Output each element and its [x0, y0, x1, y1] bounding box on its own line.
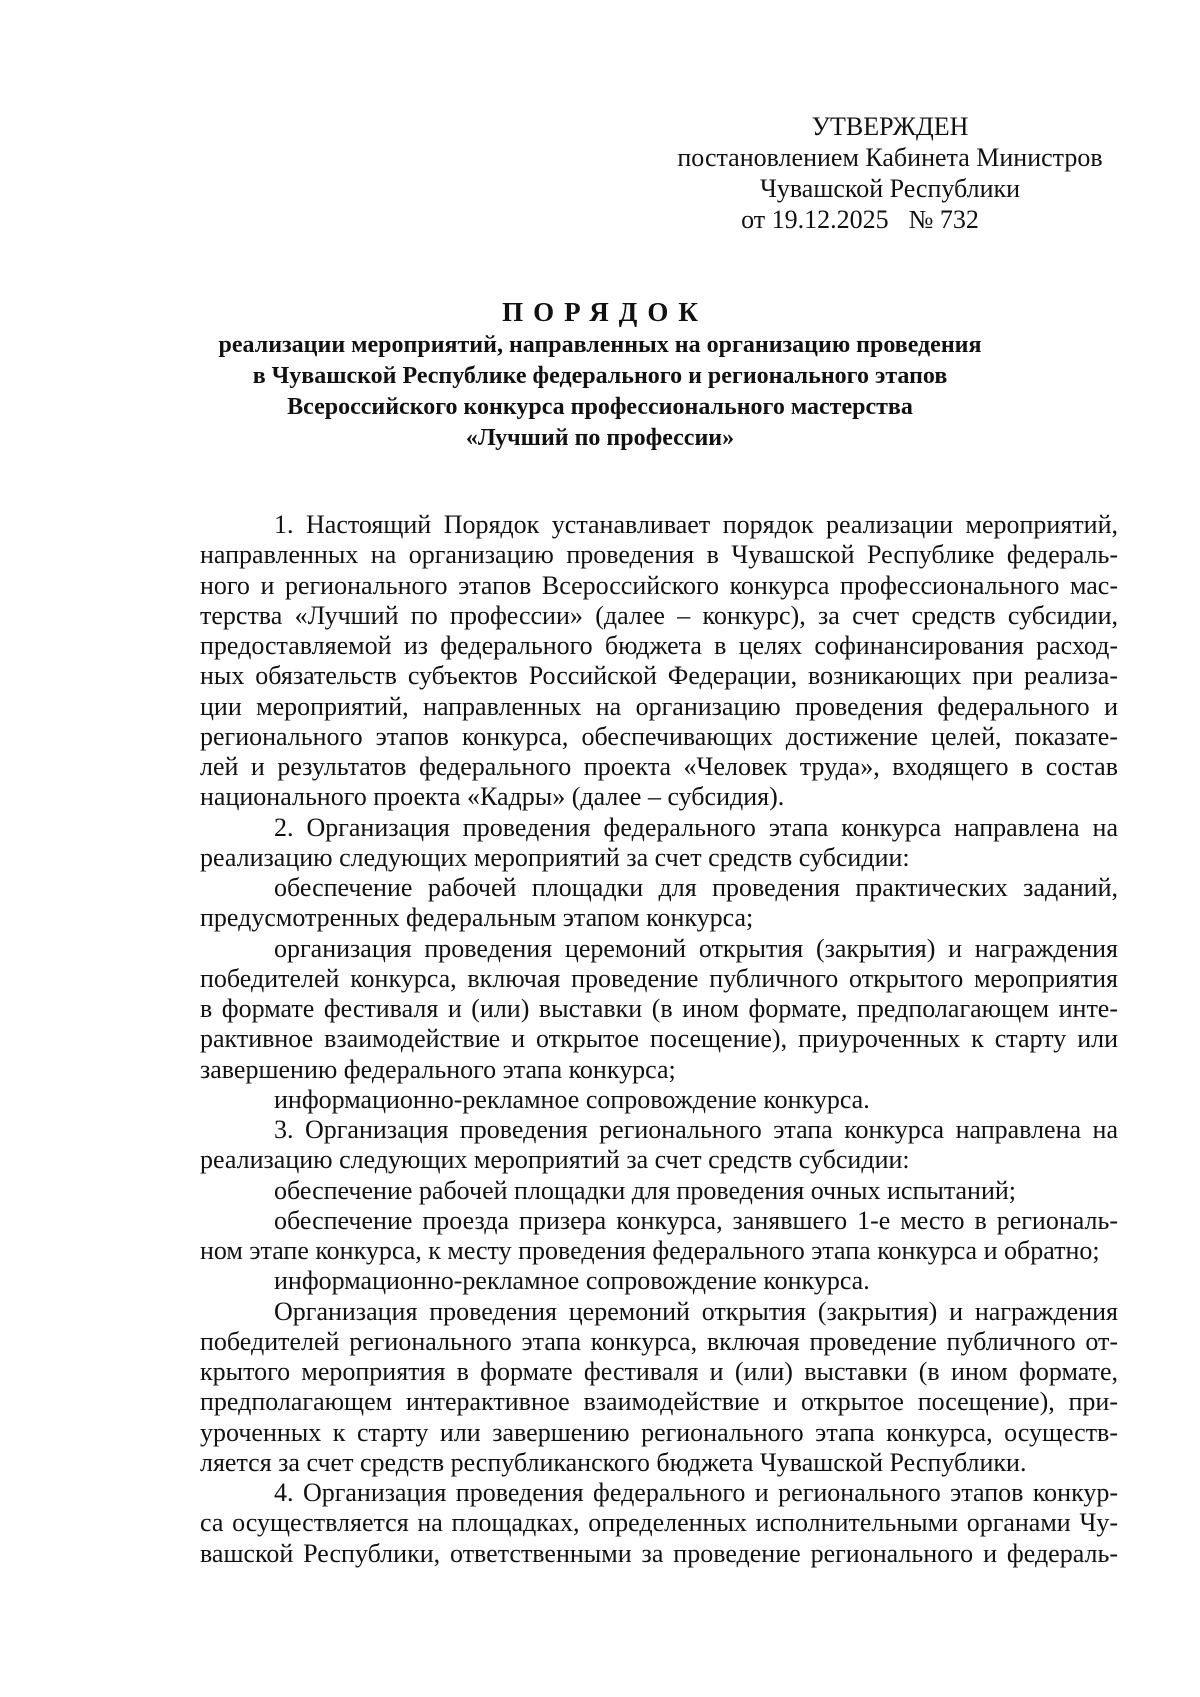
text-line: обеспечение рабочей площадки для проведения практических заданий, [274, 873, 1118, 902]
document-title [180, 296, 1020, 454]
text-line: 3. Организация проведения регионального этапа конкурса направлена на [274, 1115, 1118, 1144]
text-line: ном этапе конкурса, к месту проведения федерального этапа конкурса и обратно; [200, 1236, 1100, 1265]
text-line: лей и результатов федерального проекта «Человек труда», входящего в состав [200, 752, 1118, 781]
paragraph-4 [200, 1478, 1118, 1569]
text-line: реализацию следующих мероприятий за счет средств субсидии: [200, 1145, 910, 1175]
text-line: регионального этапов конкурса, обеспечивающих достижение целей, показате- [200, 721, 1118, 751]
text-line: ных обязательств субъектов Российской Федерации, возникающих при реализа- [200, 661, 1118, 691]
text-line: обеспечение рабочей площадки для проведения очных испытаний; [274, 1175, 1017, 1205]
text-line: ного и регионального этапов Всероссийского конкурса профессионального мас- [200, 570, 1118, 600]
approval-authority: постановлением Кабинета Министров [677, 143, 1103, 172]
paragraph-2-item-3 [200, 1085, 1118, 1115]
approval-date: от 19.12.2025 [741, 205, 889, 234]
approval-republic: Чувашской Республики [759, 174, 1021, 203]
paragraph-2-item-1 [200, 873, 1118, 934]
text-line: обеспечение проезда призера конкурса, занявшего 1-е место в региональ- [274, 1205, 1118, 1235]
text-line: рактивное взаимодействие и открытое посещение), приуроченных к старту или [200, 1024, 1118, 1054]
text-line: предоставляемой из федерального бюджета в целях софинансирования расход- [200, 631, 1118, 660]
paragraph-1 [200, 510, 1118, 813]
text-line: Организация проведения церемоний открытия (закрытия) и награждения [274, 1296, 1118, 1326]
text-line: 4. Организация проведения федерального и регионального этапов конкур- [274, 1478, 1118, 1507]
text-line: са осуществляется на площадках, определенных исполнительными органами Чу- [200, 1508, 1118, 1538]
document-body [200, 510, 1118, 1569]
text-line: информационно-рекламное сопровождение конкурса. [274, 1084, 870, 1114]
subtitle-line: Всероссийского конкурса профессионального мастерства [287, 394, 913, 420]
text-line: ляется за счет средств республиканского бюджета Чувашской Республики. [200, 1447, 1027, 1477]
paragraph-3 [200, 1115, 1118, 1176]
document-subtitle [180, 330, 1020, 454]
subtitle-line: реализации мероприятий, направленных на организацию проведения [218, 332, 982, 358]
paragraph-3-item-1 [200, 1176, 1118, 1206]
subtitle-line: в Чувашской Республике федерального и регионального этапов [252, 363, 948, 389]
approval-title: УТВЕРЖДЕН [811, 112, 969, 141]
text-line: реализацию следующих мероприятий за счет средств субсидии: [200, 842, 910, 872]
text-line: информационно-рекламное сопровождение конкурса. [274, 1266, 870, 1296]
text-line: крытого мероприятия в формате фестиваля и (или) выставки (в ином формате, [200, 1357, 1118, 1386]
text-line: победителей конкурса, включая проведение публичного открытого мероприятия [200, 963, 1118, 993]
text-line: 2. Организация проведения федерального этапа конкурса направлена на [274, 812, 1118, 842]
text-line: 1. Настоящий Порядок устанавливает порядок реализации мероприятий, [274, 510, 1118, 539]
subtitle-line: «Лучший по профессии» [465, 425, 735, 451]
text-line: победителей регионального этапа конкурса, включая проведение публичного от- [200, 1326, 1118, 1356]
text-line: организация проведения церемоний открытия (закрытия) и награждения [274, 933, 1118, 963]
document-heading: ПОРЯДОК [502, 297, 708, 327]
text-line: предполагающем интерактивное взаимодействие и открытое посещение), при- [200, 1387, 1118, 1417]
paragraph-2-item-2 [200, 934, 1118, 1085]
text-line: национального проекта «Кадры» (далее – субсидия). [200, 782, 785, 812]
approval-stamp [660, 111, 1120, 235]
paragraph-3-item-2 [200, 1206, 1118, 1267]
text-line: вашской Республики, ответственными за проведение регионального и федераль- [200, 1538, 1118, 1568]
paragraph-3-note [200, 1297, 1118, 1479]
paragraph-2 [200, 813, 1118, 874]
text-line: терства «Лучший по профессии» (далее – конкурс), за счет средств субсидии, [200, 600, 1118, 630]
approval-date-line [630, 204, 1090, 235]
approval-number: № 732 [908, 205, 979, 234]
text-line: направленных на организацию проведения в Чувашской Республике федераль- [200, 540, 1118, 570]
text-line: уроченных к старту или завершению регионального этапа конкурса, осуществ- [200, 1417, 1118, 1447]
text-line: предусмотренных федеральным этапом конкурса; [200, 903, 754, 933]
paragraph-3-item-3 [200, 1266, 1118, 1296]
text-line: в формате фестиваля и (или) выставки (в ином формате, предполагающем инте- [200, 994, 1118, 1023]
text-line: завершению федерального этапа конкурса; [200, 1054, 676, 1084]
text-line: ции мероприятий, направленных на организацию проведения федерального и [200, 691, 1118, 721]
